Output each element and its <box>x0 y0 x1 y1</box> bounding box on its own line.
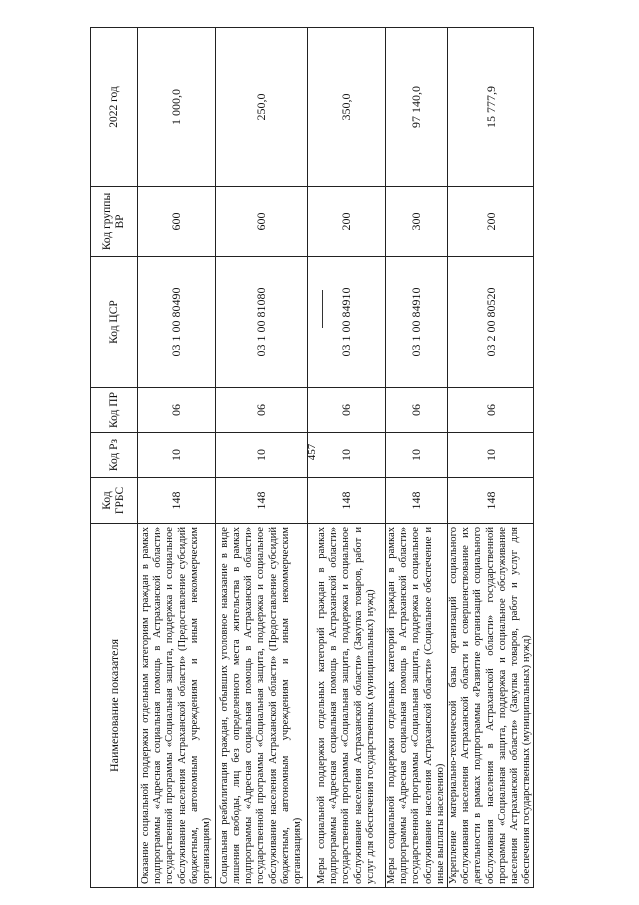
row-grbs: 148 <box>138 478 216 524</box>
row-name: Укрепление материально-технической базы организаций социального обслуживания населения Астраханской области и совершенствование их деятельности в рамках подпрограммы «Развитие организаций социального обслуживания населения в Астраханской области» государственной программы «Социальная защита, поддержка и социальное обслуживание населения Астраханской области» (Закупка товаров, работ и услуг для обеспечения государственных (муниципальных) нужд) <box>448 524 534 888</box>
header-rz: Код Рз <box>91 433 138 478</box>
row-grbs: 148 <box>308 478 386 524</box>
row-grbs: 148 <box>386 478 448 524</box>
table-row <box>448 28 534 888</box>
row-grbs: 148 <box>216 478 308 524</box>
header-csr: Код ЦСР <box>91 257 138 388</box>
row-csr: 03 2 00 80520 <box>448 257 534 388</box>
table-row <box>138 28 216 888</box>
budget-table <box>90 27 534 888</box>
row-grbs: 148 <box>448 478 534 524</box>
row-rz: 10 <box>448 433 534 478</box>
header-name: Наименование показателя <box>91 524 138 888</box>
row-vr: 300 <box>386 187 448 257</box>
row-vr: 600 <box>138 187 216 257</box>
row-amount: 250,0 <box>216 28 308 187</box>
row-rz: 10 <box>386 433 448 478</box>
row-rz: 10 <box>138 433 216 478</box>
row-csr: 03 1 00 81080 <box>216 257 308 388</box>
row-amount: 350,0 <box>308 28 386 187</box>
table-header-row <box>91 28 138 888</box>
row-pr: 06 <box>138 388 216 433</box>
header-pr: Код ПР <box>91 388 138 433</box>
row-name: Меры социальной поддержки отдельных категорий граждан в рамках подпрограммы «Адресная социальная помощь в Астраханской области» государственной программы «Социальная защита, поддержка и социальное обслуживание населения Астраханской области» (Социальное обеспечение и иные выплаты населению) <box>386 524 448 888</box>
row-amount: 1 000,0 <box>138 28 216 187</box>
header-grbs: Код ГРБС <box>91 478 138 524</box>
row-name: Меры социальной поддержки отдельных категорий граждан в рамках подпрограммы «Адресная социальная помощь в Астраханской области» государственной программы «Социальная защита, поддержка и социальное обслуживание населения Астраханской области» (Закупка товаров, работ и услуг для обеспечения государственных (муниципальных) нужд) <box>308 524 386 888</box>
header-2022: 2022 год <box>91 28 138 187</box>
page-number: 457 <box>306 443 318 461</box>
row-name: Социальная реабилитация граждан, отбывших уголовное наказание в виде лишения свободы, лиц без определенного места жительства в рамках подпрограммы «Адресная социальная помощь в Астраханской области» государственной программы «Социальная защита, поддержка и социальное обслуживание населения Астраханской области» (Предоставление субсидий бюджетным, автономным учреждениям и иным некоммерческим организациям) <box>216 524 308 888</box>
row-rz: 10 <box>216 433 308 478</box>
row-vr: 200 <box>448 187 534 257</box>
row-vr: 200 <box>308 187 386 257</box>
row-csr: 03 1 00 84910 <box>308 257 386 388</box>
row-vr: 600 <box>216 187 308 257</box>
row-pr: 06 <box>386 388 448 433</box>
row-name: Оказание социальной поддержки отдельным категориям граждан в рамках подпрограммы «Адресная социальная помощь в Астраханской области» государственной программы «Социальная защита, поддержка и социальное обслуживание населения Астраханской области» (Предоставление субсидий бюджетным, автономным учреждениям и иным некоммерческим организациям) <box>138 524 216 888</box>
row-pr: 06 <box>448 388 534 433</box>
row-csr: 03 1 00 80490 <box>138 257 216 388</box>
rotated-table-wrapper <box>90 28 533 888</box>
row-amount: 97 140,0 <box>386 28 448 187</box>
row-amount: 15 777,9 <box>448 28 534 187</box>
table-row <box>308 28 386 888</box>
row-pr: 06 <box>216 388 308 433</box>
row-rz: 10 <box>308 433 386 478</box>
row-pr: 06 <box>308 388 386 433</box>
table-row <box>216 28 308 888</box>
header-vr: Код группы ВР <box>91 187 138 257</box>
row-csr: 03 1 00 84910 <box>386 257 448 388</box>
table-row <box>386 28 448 888</box>
